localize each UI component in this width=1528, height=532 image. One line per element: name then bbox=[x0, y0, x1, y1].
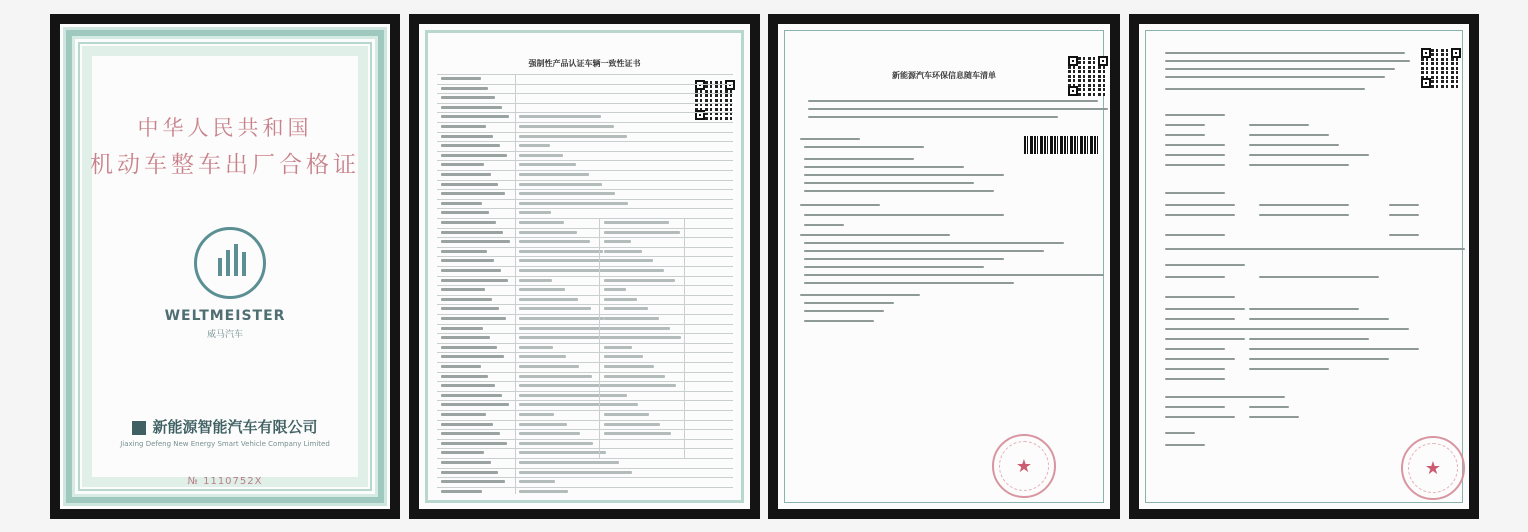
qr-code-icon bbox=[695, 80, 735, 120]
barcode-icon bbox=[1024, 136, 1100, 154]
info-sheet bbox=[1139, 24, 1469, 509]
company-name-en: Jiaxing Defeng New Energy Smart Vehicle Company Limited bbox=[120, 440, 330, 448]
certificate-cover bbox=[60, 24, 390, 509]
environmental-list bbox=[778, 24, 1110, 509]
environmental-list-frame bbox=[768, 14, 1120, 519]
cover-title-line1: 中华人民共和国 bbox=[137, 116, 313, 140]
conformity-certificate bbox=[419, 24, 750, 509]
brand-logo-icon bbox=[194, 227, 266, 299]
serial-number: № 1110752X bbox=[187, 476, 263, 487]
conformity-title: 强制性产品认证车辆一致性证书 bbox=[528, 59, 641, 68]
qr-code-icon bbox=[1421, 48, 1461, 88]
official-seal-icon: ★ bbox=[1401, 436, 1465, 500]
company-name: 新能源智能汽车有限公司 bbox=[60, 416, 390, 437]
official-seal-icon: ★ bbox=[992, 434, 1056, 498]
info-sheet-frame bbox=[1129, 14, 1479, 519]
brand-name: WELTMEISTER bbox=[164, 308, 286, 324]
conformity-certificate-frame bbox=[409, 14, 760, 519]
cover-title-line2: 机动车整车出厂合格证 bbox=[90, 152, 360, 178]
brand-name-cn: 威马汽车 bbox=[206, 330, 243, 340]
company-logo-icon bbox=[132, 421, 146, 435]
environmental-title: 新能源汽车环保信息随车清单 bbox=[892, 71, 996, 80]
certificate-cover-frame bbox=[50, 14, 400, 519]
